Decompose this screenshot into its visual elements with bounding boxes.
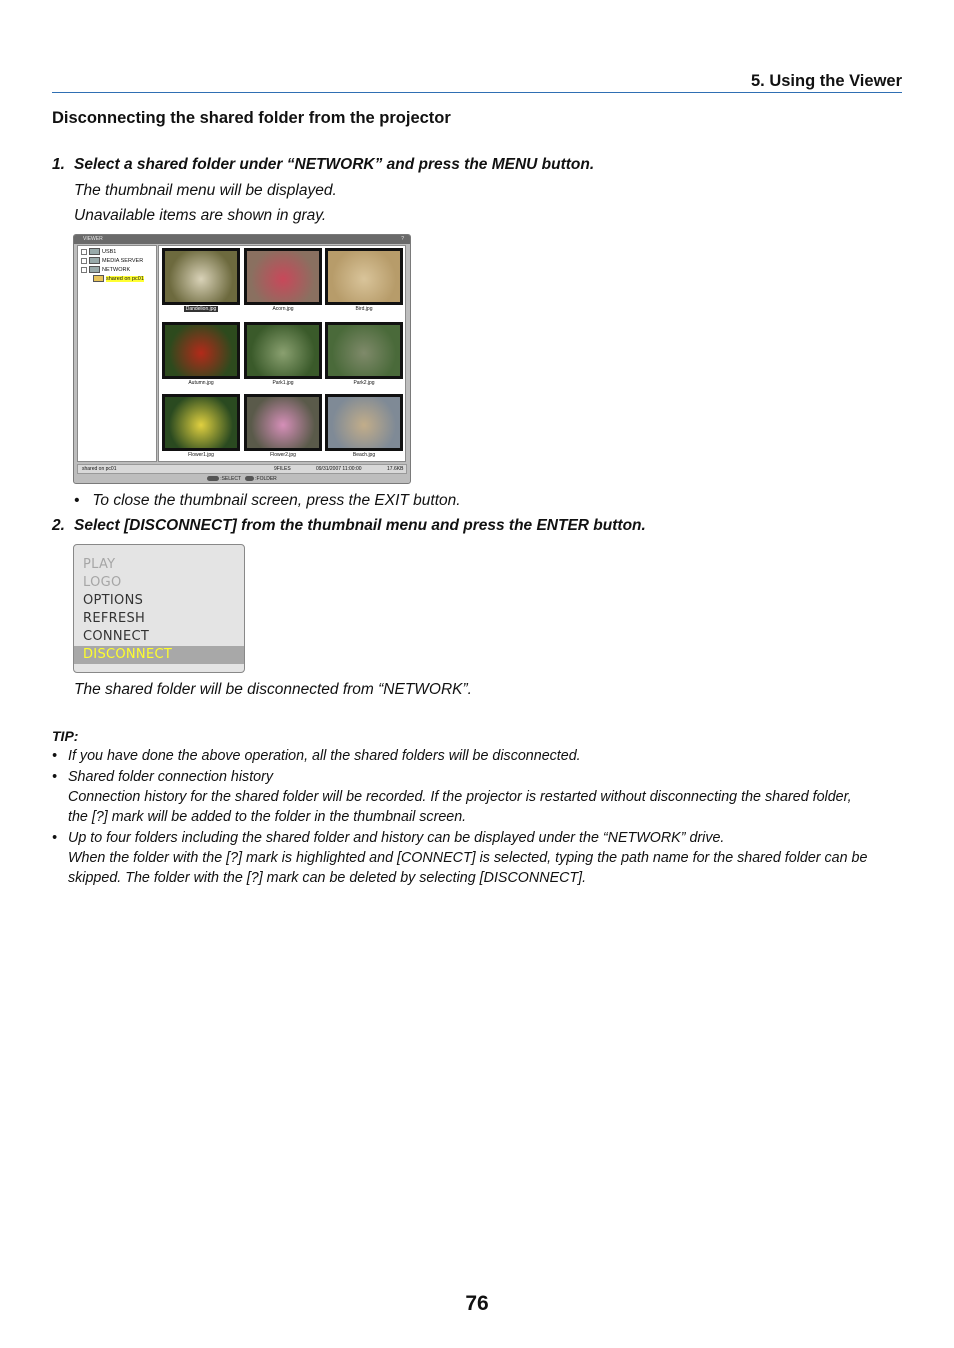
- thumbnail-image: [165, 325, 237, 376]
- bullet-close: • To close the thumbnail screen, press the EXIT button.: [74, 492, 461, 509]
- expand-icon: [81, 249, 87, 255]
- expand-icon: [81, 258, 87, 264]
- step-text: Select a shared folder under “NETWORK” and press the MENU button.: [74, 156, 595, 173]
- viewer-title: VIEWER: [83, 236, 103, 242]
- thumbnail-caption: Autumn.jpg: [188, 380, 214, 386]
- thumbnail-image: [328, 251, 400, 302]
- thumbnail-caption: Park1.jpg: [272, 380, 294, 386]
- section-heading: Disconnecting the shared folder from the projector: [52, 109, 451, 127]
- step-1: [52, 156, 594, 174]
- thumbnail-caption: Park2.jpg: [353, 380, 375, 386]
- thumbnail-caption: Flower2.jpg: [270, 452, 296, 458]
- help-icon: ?: [401, 236, 404, 242]
- tip-bullet-2-line-1: Connection history for the shared folder will be recorded. If the projector is restarted without disconnecting the shared folder,: [68, 789, 852, 805]
- folder-icon: [93, 275, 104, 282]
- thumbnail-caption: Flower1.jpg: [188, 452, 214, 458]
- drive-icon: [89, 248, 100, 255]
- thumbnail[interactable]: [325, 322, 403, 379]
- bullet-icon: •: [52, 748, 58, 764]
- expand-icon: [81, 267, 87, 273]
- menu-item-logo: LOGO: [83, 575, 122, 590]
- header-rule: [52, 92, 902, 93]
- page-number: 76: [465, 1292, 489, 1315]
- step-text: Select [DISCONNECT] from the thumbnail menu and press the ENTER button.: [74, 517, 646, 534]
- drive-icon: [89, 266, 100, 273]
- tip-bullet-2-line-2: the [?] mark will be added to the folder in the thumbnail screen.: [68, 809, 467, 825]
- thumbnail[interactable]: [162, 394, 240, 451]
- thumbnail-image: [247, 325, 319, 376]
- bullet-icon: •: [52, 769, 58, 785]
- viewer-screenshot: [73, 234, 411, 484]
- step-1-line-1: The thumbnail menu will be displayed.: [74, 182, 337, 199]
- bullet-icon: •: [52, 830, 58, 846]
- step-number: 1.: [52, 156, 65, 173]
- tip-label: TIP:: [52, 728, 79, 744]
- thumbnail-menu: [73, 544, 245, 673]
- enter-key-icon: [207, 476, 219, 481]
- viewer-titlebar: [74, 235, 410, 244]
- thumbnail-image: [247, 397, 319, 448]
- menu-item-options[interactable]: OPTIONS: [83, 593, 144, 608]
- thumbnail[interactable]: [244, 322, 322, 379]
- step-1-line-2: Unavailable items are shown in gray.: [74, 207, 327, 224]
- thumbnail-image: [165, 397, 237, 448]
- thumbnail[interactable]: [325, 248, 403, 305]
- status-file-count: 9FILES: [274, 466, 291, 472]
- thumbnail[interactable]: [325, 394, 403, 451]
- thumbnail-caption: Beach.jpg: [352, 452, 376, 458]
- key-hints: :SELECT :FOLDER: [74, 476, 410, 482]
- step-2: [52, 517, 646, 535]
- tip-bullet-1: • If you have done the above operation, all the shared folders will be disconnected.: [68, 746, 581, 766]
- menu-item-play: PLAY: [83, 557, 116, 572]
- tip-bullet-3-line-2: When the folder with the [?] mark is highlighted and [CONNECT] is selected, typing the path name for the shared folder can be: [68, 850, 868, 866]
- status-size: 17.6KB: [387, 466, 404, 472]
- thumbnail[interactable]: [162, 248, 240, 305]
- bullet-icon: •: [74, 492, 80, 509]
- after-menu-text: The shared folder will be disconnected from “NETWORK”.: [74, 681, 472, 698]
- tree-item-network[interactable]: NETWORK: [81, 266, 130, 273]
- status-bar: [77, 464, 407, 474]
- status-date: 09/31/2007 11:00:00: [316, 466, 362, 472]
- menu-item-disconnect[interactable]: DISCONNECT: [74, 646, 244, 664]
- folder-tree: [77, 245, 157, 462]
- thumbnail-image: [165, 251, 237, 302]
- menu-item-connect[interactable]: CONNECT: [83, 629, 150, 644]
- status-folder: shared on pc01: [82, 466, 117, 472]
- menu-item-refresh[interactable]: REFRESH: [83, 611, 146, 626]
- thumbnail-image: [328, 397, 400, 448]
- tip-bullet-3: • Up to four folders including the shared folder and history can be displayed under the “NETWORK” drive.: [68, 828, 724, 848]
- thumbnail-caption: Bird.jpg: [355, 306, 373, 312]
- thumbnail[interactable]: [162, 322, 240, 379]
- drive-icon: [89, 257, 100, 264]
- step-number: 2.: [52, 517, 65, 534]
- thumbnail-grid: [158, 245, 406, 462]
- thumbnail[interactable]: [244, 394, 322, 451]
- thumbnail-caption: Dandelion.jpg: [185, 306, 217, 312]
- tip-bullet-2: • Shared folder connection history: [68, 767, 273, 787]
- tree-item-shared-folder[interactable]: shared on pc01: [93, 275, 144, 282]
- tree-item-media-server[interactable]: MEDIA SERVER: [81, 257, 143, 264]
- tip-bullet-3-line-3: skipped. The folder with the [?] mark can be deleted by selecting [DISCONNECT].: [68, 870, 587, 886]
- thumbnail-image: [247, 251, 319, 302]
- thumbnail-caption: Acorn.jpg: [272, 306, 294, 312]
- tree-item-usb1[interactable]: USB1: [81, 248, 116, 255]
- section-header: 5. Using the Viewer: [751, 72, 902, 90]
- thumbnail-image: [328, 325, 400, 376]
- exit-key-icon: [245, 476, 254, 481]
- thumbnail[interactable]: [244, 248, 322, 305]
